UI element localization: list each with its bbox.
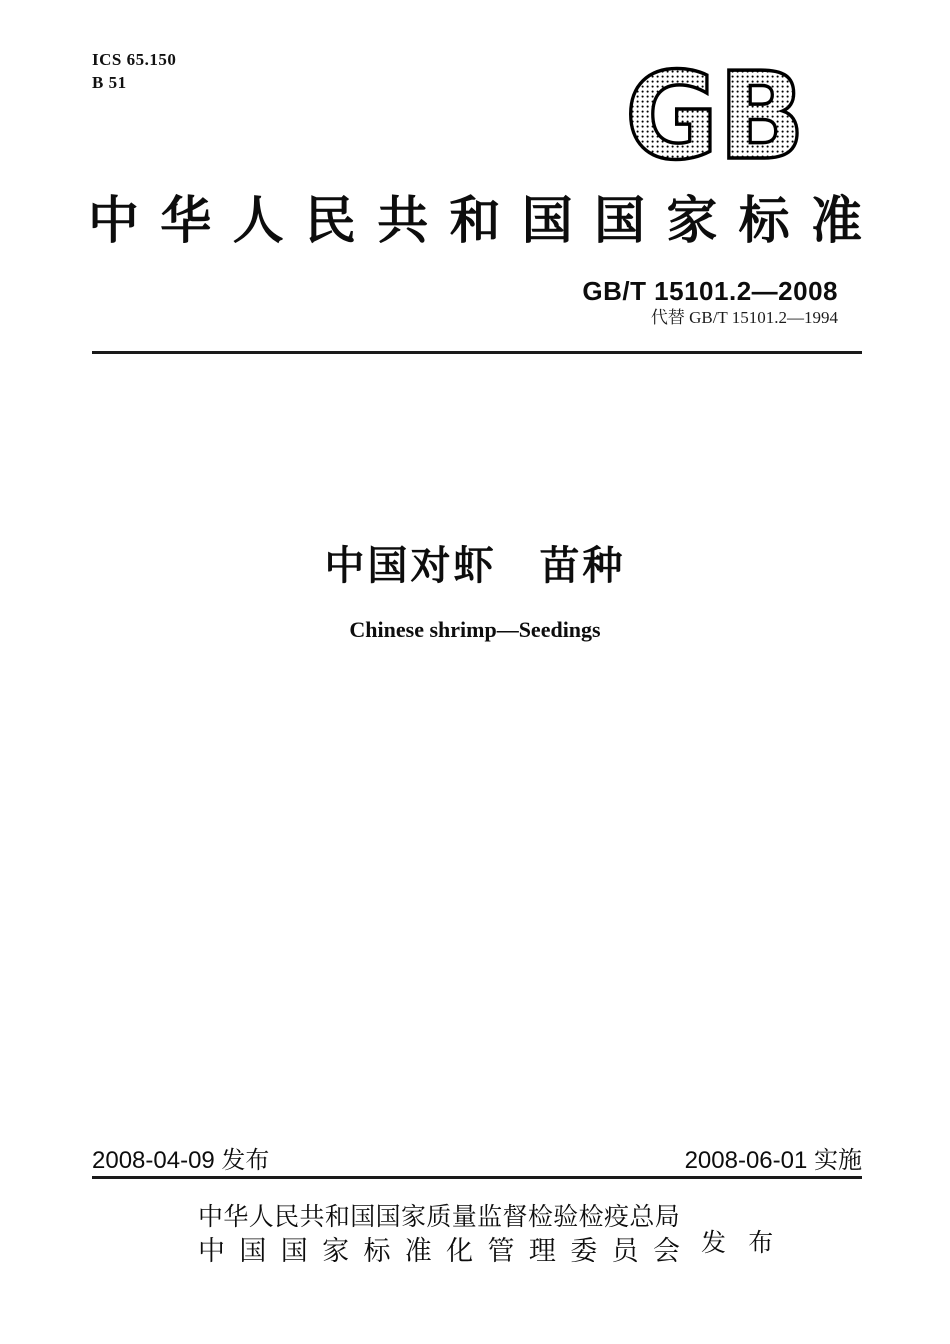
title-chinese: 中国对虾 苗种 <box>324 544 626 588</box>
issuers-block <box>198 1201 680 1268</box>
bottom-divider <box>92 1176 862 1179</box>
category-code: B 51 <box>92 73 127 92</box>
national-standard-heading: 中 华 人 民 共 和 国 国 家 标 准 <box>88 194 862 250</box>
classification-block <box>92 48 176 94</box>
gb-logo-text: GB <box>625 55 805 168</box>
issuer-line-2: 中 国 国 家 标 准 化 管 理 委 员 会 <box>198 1236 680 1266</box>
standard-number-block <box>582 277 838 328</box>
gb-logo <box>621 55 809 168</box>
ics-code: ICS 65.150 <box>92 50 177 69</box>
issuer-line-1: 中 华 人 民 共 和 国 国 家 质 量 监 督 检 验 检 疫 总 局 <box>198 1204 680 1231</box>
replaces-note: 代替 GB/T 15101.2—1994 <box>650 308 838 327</box>
title-english: Chinese shrimp—Seedings <box>349 617 601 642</box>
publish-label: 发 布 <box>701 1230 782 1257</box>
implement-date: 2008-06-01 实施 <box>684 1147 862 1174</box>
standard-number: GB/T 15101.2—2008 <box>582 276 838 306</box>
dates-row <box>92 1140 862 1175</box>
top-divider <box>92 351 862 354</box>
issue-date: 2008-04-09 发布 <box>92 1147 270 1174</box>
gb-logo-graphic <box>621 55 809 168</box>
